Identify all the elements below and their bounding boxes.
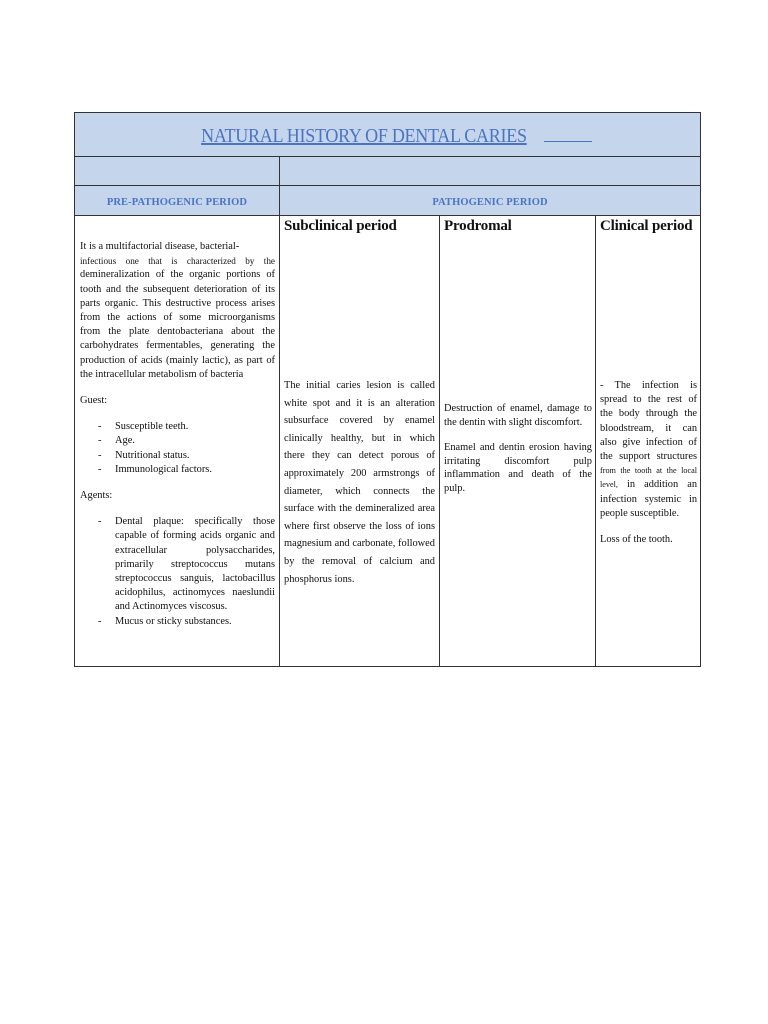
agents-label: Agents: xyxy=(80,490,113,502)
intro-line-1: It is a multifactorial disease, bacterial- xyxy=(80,241,240,252)
subclinical-cell xyxy=(280,216,440,667)
clinical-body-2: Loss of the tooth. xyxy=(600,534,673,546)
prodromal-heading: Prodromal xyxy=(444,218,512,234)
empty-cell-right xyxy=(280,157,701,186)
pre-pathogenic-header: PRE-PATHOGENIC PERIOD xyxy=(106,196,248,208)
guest-label: Guest: xyxy=(80,395,108,407)
title-cell xyxy=(75,113,701,157)
list-item: - Susceptible teeth. xyxy=(80,420,275,434)
empty-cell-left xyxy=(75,157,280,186)
list-item: - Age. xyxy=(80,434,275,448)
prodromal-body-2: Enamel and dentin erosion having irritating discomfort pulp inflammation and death of the pulp. xyxy=(444,442,592,494)
clinical-heading: Clinical period xyxy=(600,218,693,234)
clinical-cell xyxy=(596,216,701,667)
list-item: - Immunological factors. xyxy=(80,463,275,477)
clinical-text-b: in addition an infection systemic in people susceptible. xyxy=(600,479,698,519)
agents-list xyxy=(80,515,275,629)
prodromal-cell xyxy=(440,216,596,667)
guest-list xyxy=(80,420,275,477)
subclinical-body: The initial caries lesion is called white spot and it is an alteration subsurface covered by enamel clinically healthy, but in which there they can detect porous of approximately 200 armstrongs of diameter, which connects the surface with the demineralized area where first observe the loss of ions magnesium and carbonate, followed by the removal of calcium and phosphorus ions. xyxy=(284,380,435,585)
clinical-body xyxy=(596,379,700,521)
list-item: - Nutritional status. xyxy=(80,449,275,463)
pre-pathogenic-content xyxy=(75,216,280,667)
caries-history-table xyxy=(74,112,701,667)
pathogenic-header-cell xyxy=(280,186,701,216)
title-underline xyxy=(544,127,592,142)
table-title: NATURAL HISTORY OF DENTAL CARIES xyxy=(200,125,527,147)
prodromal-body-1: Destruction of enamel, damage to the dentin with slight discomfort. xyxy=(444,403,592,428)
list-item: - Mucus or sticky substances. xyxy=(80,615,275,629)
clinical-text-a: - The infection is spread to the rest of the body through the bloodstream, it can also give infection of the support structures xyxy=(600,380,698,463)
intro-line-2: infectious one that is characterized by the xyxy=(80,256,275,267)
subclinical-heading: Subclinical period xyxy=(284,218,397,234)
clinical-text-small: from the tooth at the local level, xyxy=(600,466,698,490)
pathogenic-header: PATHOGENIC PERIOD xyxy=(432,196,548,208)
intro-text: demineralization of the organic portions of tooth and the subsequent deterioration of its parts organic. This destructive process arises from the actions of some microorganisms from the plate dentobacteriana about the carbohydrates fermentables, generating the production of acids (mainly lactic), as part of the intracellular metabolism of bacteria xyxy=(80,269,275,380)
list-item: - Dental plaque: specifically those capable of forming acids organic and extracellular polysaccharides, primarily streptococcus mutans streptococcus sanguis, lactobacillus acidophilus, actinomyces naeslundii and Actinomyces viscosus. xyxy=(80,515,275,614)
pre-pathogenic-header-cell xyxy=(75,186,280,216)
